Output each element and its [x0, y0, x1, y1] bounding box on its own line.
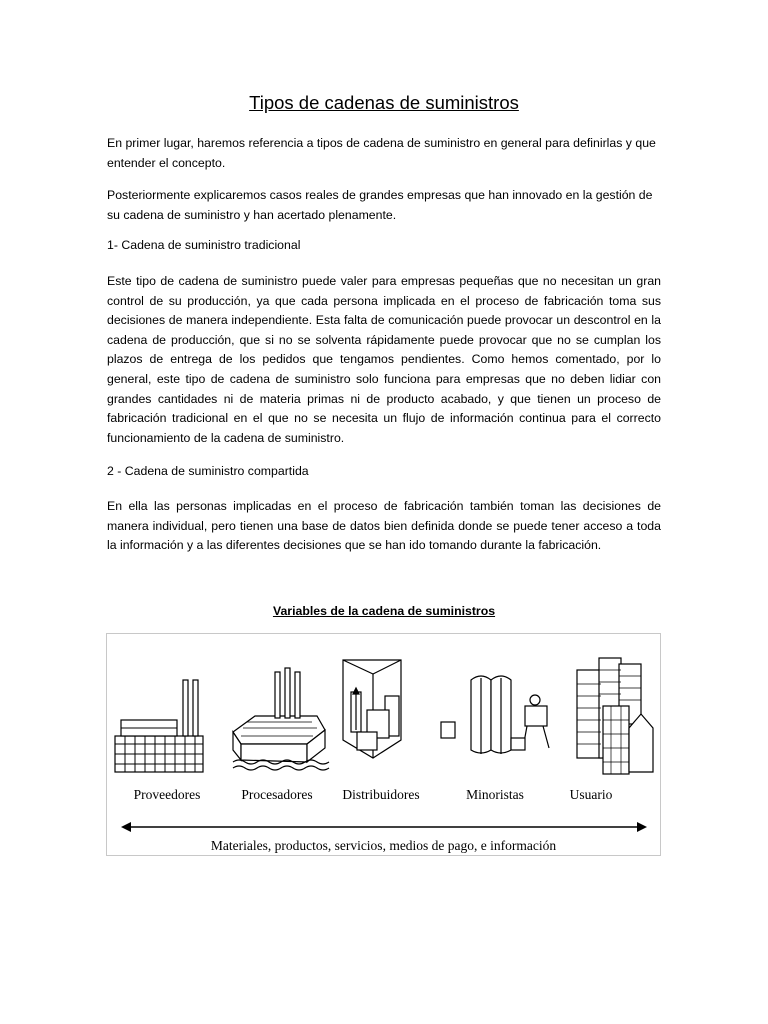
stage-label-minoristas: Minoristas: [466, 787, 524, 802]
city-buildings-icon: [577, 658, 653, 774]
section-heading-shared: 2 - Cadena de suministro compartida: [107, 464, 309, 478]
flow-caption: Materiales, productos, servicios, medios de pago, e información: [210, 838, 557, 853]
factory-icon: [115, 680, 203, 772]
document-title: Tipos de cadenas de suministros: [249, 92, 519, 113]
stage-label-procesadores: Procesadores: [241, 787, 313, 802]
intro-paragraph-2: Posteriormente explicaremos casos reales de grandes empresas que han innovado en la gestión de su cadena de suministro y han acertado plenamente.: [107, 188, 653, 222]
flow-arrow: [121, 822, 647, 832]
intro-paragraph-1: En primer lugar, haremos referencia a tipos de cadena de suministro en general para definirlas y que entender el concepto.: [107, 136, 656, 170]
stage-label-usuario: Usuario: [569, 787, 613, 802]
processing-plant-icon: [233, 668, 329, 770]
stage-label-proveedores: Proveedores: [133, 787, 201, 802]
supply-chain-illustration: [107, 634, 660, 855]
section-body-shared: En ella las personas implicadas en el proceso de fabricación también toman las decisiones de manera individual, pero tienen una base de datos bien definida donde se puede tener acceso a toda la información y a las diferentes decisiones que se han ido tomando durante la fabricación.: [107, 499, 661, 553]
supply-chain-figure: [106, 633, 661, 856]
stage-label-distribuidores: Distribuidores: [342, 787, 420, 802]
section-heading-traditional: 1- Cadena de suministro tradicional: [107, 238, 301, 252]
figure-title: Variables de la cadena de suministros: [272, 604, 496, 618]
retail-icon: [471, 676, 549, 754]
warehouse-icon: [343, 660, 455, 758]
section-body-traditional: Este tipo de cadena de suministro puede valer para empresas pequeñas que no necesitan un gran control de su producción, ya que cada persona implicada en el proceso de fabricación toma sus decisiones de manera independiente. Esta falta de comunicación puede provocar un descontrol en la cadena de producción, que si no se solventa rápidamente puede provocar que no se cumplan los plazos de entrega de los pedidos que tengamos pendientes. Como hemos comentado, por lo general, este tipo de cadena de suministro solo funciona para empresas que no deben lidiar con grandes cantidades ni de materia primas ni de producto acabado, y que tienen un proceso de fabricación tradicional en el que no se necesita un flujo de información continua para el correcto funcionamiento de la cadena de suministro.: [107, 274, 661, 445]
